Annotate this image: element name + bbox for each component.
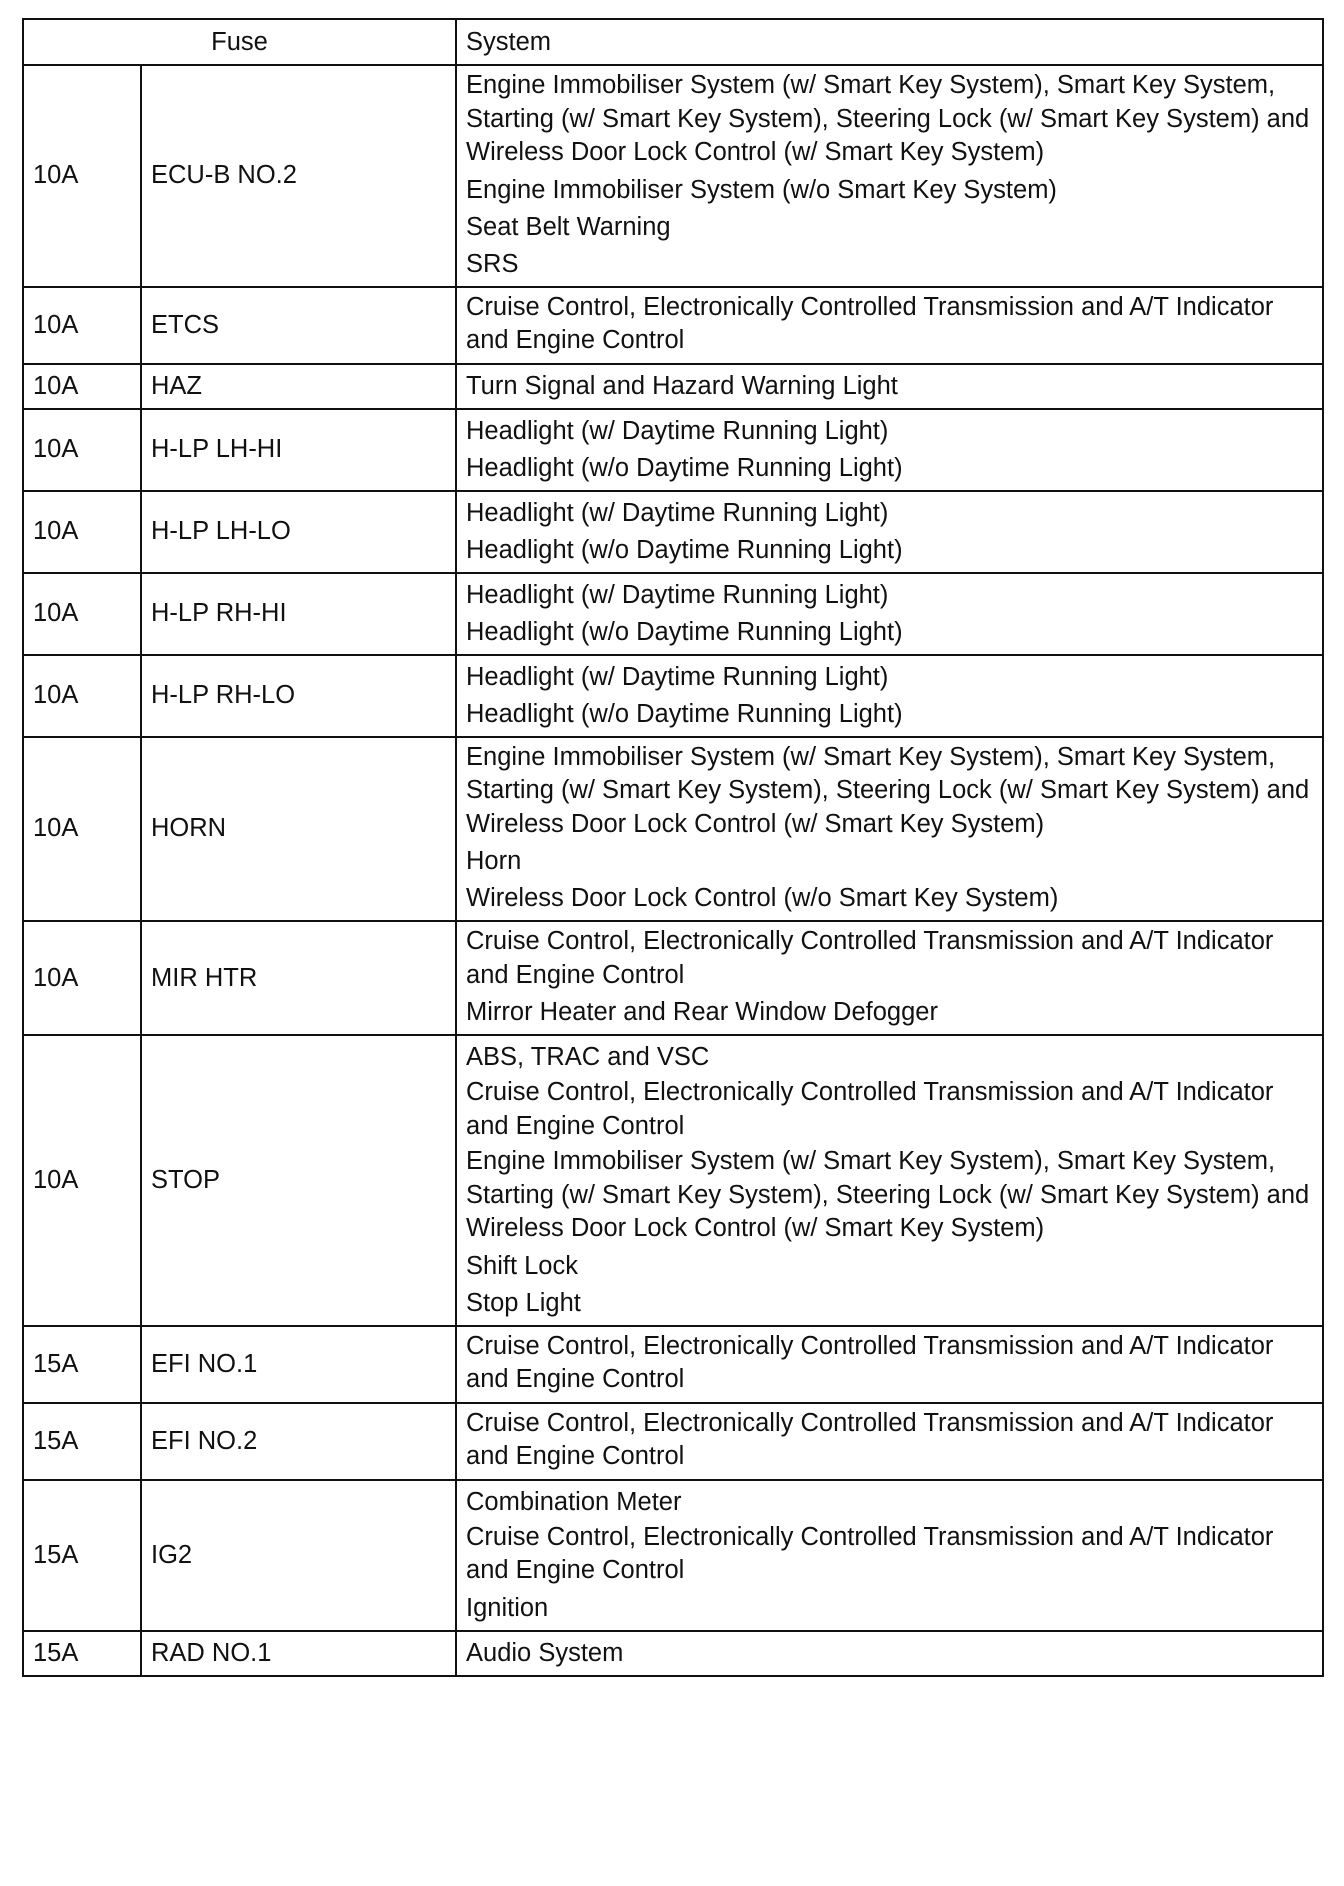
fuse-systems	[456, 1403, 1323, 1480]
fuse-name: H-LP RH-HI	[141, 573, 456, 655]
system-entry: Cruise Control, Electronically Controlled Transmission and A/T Indicator and Engine Control	[466, 292, 1274, 354]
system-entry: Ignition	[466, 1593, 549, 1622]
fuse-amperage: 10A	[23, 921, 141, 1035]
fuse-name: RAD NO.1	[141, 1631, 456, 1676]
fuse-table	[22, 18, 1324, 1677]
system-entry: Engine Immobiliser System (w/ Smart Key System), Smart Key System, Starting (w/ Smart Key System), Steering Lock (w/ Smart Key System) and Wireless Door Lock Control (w/ Smart Key System)	[466, 742, 1310, 838]
fuse-systems	[456, 287, 1323, 364]
fuse-systems	[456, 364, 1323, 409]
fuse-name: ETCS	[141, 287, 456, 364]
system-entry: ABS, TRAC and VSC	[466, 1043, 710, 1071]
table-row	[23, 1403, 1323, 1480]
fuse-name: ECU-B NO.2	[141, 65, 456, 287]
system-entry: Cruise Control, Electronically Controlled Transmission and A/T Indicator and Engine Control	[466, 1331, 1274, 1393]
fuse-systems	[456, 655, 1323, 737]
system-entry: Audio System	[466, 1638, 624, 1667]
fuse-name: H-LP RH-LO	[141, 655, 456, 737]
fuse-name: IG2	[141, 1480, 456, 1631]
fuse-name: HAZ	[141, 364, 456, 409]
fuse-systems	[456, 1035, 1323, 1326]
fuse-amperage: 10A	[23, 409, 141, 491]
system-entry: SRS	[466, 249, 519, 278]
fuse-name: STOP	[141, 1035, 456, 1326]
table-row	[23, 287, 1323, 364]
system-entry: Headlight (w/ Daytime Running Light)	[466, 662, 889, 691]
table-row	[23, 1326, 1323, 1403]
table-row	[23, 491, 1323, 573]
system-entry: Combination Meter	[466, 1487, 682, 1516]
fuse-name: EFI NO.2	[141, 1403, 456, 1480]
fuse-amperage: 10A	[23, 573, 141, 655]
system-entry: Wireless Door Lock Control (w/o Smart Key System)	[466, 884, 1059, 912]
fuse-amperage: 10A	[23, 737, 141, 922]
table-row	[23, 737, 1323, 922]
system-entry: Mirror Heater and Rear Window Defogger	[466, 998, 938, 1026]
system-entry: Headlight (w/ Daytime Running Light)	[466, 580, 889, 609]
fuse-name: MIR HTR	[141, 921, 456, 1035]
fuse-systems	[456, 573, 1323, 655]
fuse-systems	[456, 491, 1323, 573]
table-row	[23, 921, 1323, 1035]
system-entry: Seat Belt Warning	[466, 212, 671, 241]
table-row	[23, 1035, 1323, 1326]
table-row	[23, 409, 1323, 491]
fuse-amperage: 15A	[23, 1480, 141, 1631]
table-body	[23, 65, 1323, 1676]
system-entry: Cruise Control, Electronically Controlled Transmission and A/T Indicator and Engine Control	[466, 1408, 1274, 1470]
system-entry: Headlight (w/o Daytime Running Light)	[466, 453, 903, 482]
system-entry: Headlight (w/o Daytime Running Light)	[466, 699, 903, 728]
header-fuse: Fuse	[23, 19, 456, 65]
table-row	[23, 655, 1323, 737]
system-entry: Horn	[466, 847, 522, 875]
system-entry: Engine Immobiliser System (w/o Smart Key System)	[466, 175, 1057, 204]
system-entry: Headlight (w/ Daytime Running Light)	[466, 416, 889, 445]
fuse-amperage: 10A	[23, 364, 141, 409]
system-entry: Stop Light	[466, 1288, 581, 1317]
header-row	[23, 19, 1323, 65]
fuse-amperage: 10A	[23, 65, 141, 287]
fuse-name: H-LP LH-LO	[141, 491, 456, 573]
system-entry: Cruise Control, Electronically Controlled Transmission and A/T Indicator and Engine Control	[466, 1522, 1274, 1584]
fuse-name: HORN	[141, 737, 456, 922]
table-row	[23, 1480, 1323, 1631]
system-entry: Cruise Control, Electronically Controlled Transmission and A/T Indicator and Engine Control	[466, 927, 1274, 989]
system-entry: Headlight (w/ Daytime Running Light)	[466, 498, 889, 527]
fuse-amperage: 15A	[23, 1326, 141, 1403]
system-entry: Shift Lock	[466, 1251, 578, 1280]
table-row	[23, 364, 1323, 409]
fuse-amperage: 15A	[23, 1631, 141, 1676]
table-row	[23, 1631, 1323, 1676]
fuse-systems	[456, 65, 1323, 287]
system-entry: Engine Immobiliser System (w/ Smart Key System), Smart Key System, Starting (w/ Smart Key System), Steering Lock (w/ Smart Key System) and Wireless Door Lock Control (w/ Smart Key System)	[466, 71, 1310, 166]
fuse-amperage: 10A	[23, 491, 141, 573]
fuse-amperage: 10A	[23, 287, 141, 364]
table-header	[23, 19, 1323, 65]
header-system: System	[456, 19, 1323, 65]
fuse-systems	[456, 409, 1323, 491]
table-row	[23, 65, 1323, 287]
system-entry: Headlight (w/o Daytime Running Light)	[466, 617, 903, 646]
system-entry: Headlight (w/o Daytime Running Light)	[466, 535, 903, 564]
fuse-systems	[456, 737, 1323, 922]
fuse-name: H-LP LH-HI	[141, 409, 456, 491]
table-row	[23, 573, 1323, 655]
fuse-name: EFI NO.1	[141, 1326, 456, 1403]
fuse-systems	[456, 1326, 1323, 1403]
system-entry: Turn Signal and Hazard Warning Light	[466, 371, 898, 400]
system-entry: Engine Immobiliser System (w/ Smart Key System), Smart Key System, Starting (w/ Smart Key System), Steering Lock (w/ Smart Key System) and Wireless Door Lock Control (w/ Smart Key System)	[466, 1147, 1310, 1242]
fuse-systems	[456, 921, 1323, 1035]
fuse-amperage: 10A	[23, 1035, 141, 1326]
fuse-amperage: 15A	[23, 1403, 141, 1480]
fuse-systems	[456, 1480, 1323, 1631]
fuse-amperage: 10A	[23, 655, 141, 737]
system-entry: Cruise Control, Electronically Controlled Transmission and A/T Indicator and Engine Control	[466, 1078, 1274, 1140]
fuse-systems	[456, 1631, 1323, 1676]
